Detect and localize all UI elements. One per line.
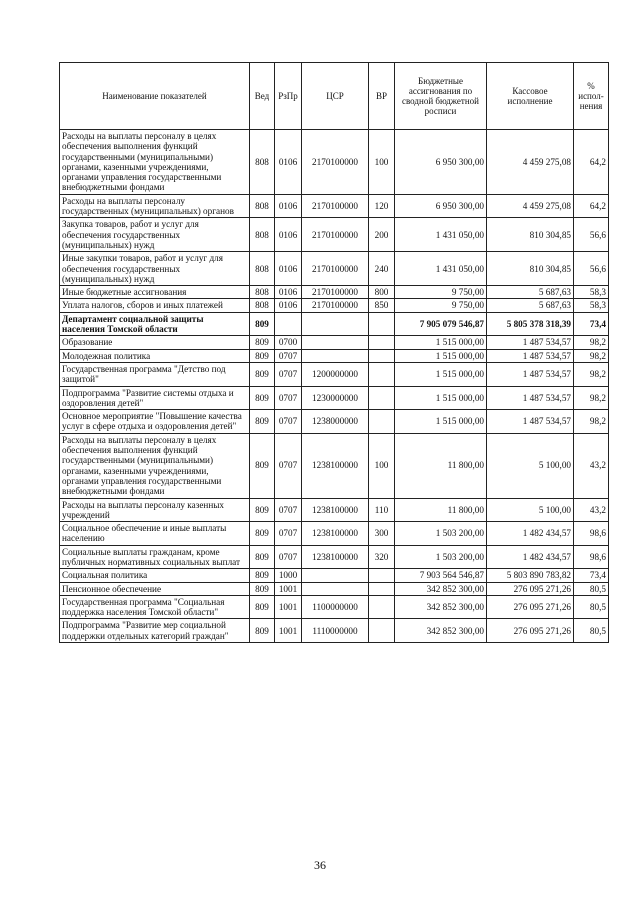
cell-ved: 808 xyxy=(250,299,275,312)
cell-pct: 80,5 xyxy=(574,595,609,619)
cell-budget: 1 431 050,00 xyxy=(395,218,487,252)
table-row xyxy=(60,362,609,386)
cell-name: Расходы на выплаты персоналу казенных учреждений xyxy=(60,498,250,522)
cell-rzpr xyxy=(275,312,302,336)
cell-rzpr: 0106 xyxy=(275,194,302,218)
table-row xyxy=(60,569,609,582)
cell-budget: 342 852 300,00 xyxy=(395,595,487,619)
cell-name: Закупка товаров, работ и услуг для обеспечения государственных (муниципальных) нужд xyxy=(60,218,250,252)
header-pct: % испол-нения xyxy=(574,63,609,130)
cell-rzpr: 0106 xyxy=(275,130,302,195)
cell-vr xyxy=(369,569,395,582)
header-cash: Кассовое исполнение xyxy=(487,63,574,130)
cell-csr: 1200000000 xyxy=(302,362,369,386)
cell-pct: 56,6 xyxy=(574,218,609,252)
cell-pct: 98,2 xyxy=(574,362,609,386)
cell-pct: 73,4 xyxy=(574,569,609,582)
cell-cash: 810 304,85 xyxy=(487,252,574,286)
cell-csr: 2170100000 xyxy=(302,299,369,312)
cell-name: Образование xyxy=(60,336,250,349)
cell-name: Уплата налогов, сборов и иных платежей xyxy=(60,299,250,312)
cell-rzpr: 1001 xyxy=(275,582,302,595)
cell-ved: 809 xyxy=(250,336,275,349)
cell-vr: 200 xyxy=(369,218,395,252)
cell-ved: 809 xyxy=(250,619,275,643)
cell-csr: 1238100000 xyxy=(302,545,369,569)
cell-cash: 4 459 275,08 xyxy=(487,194,574,218)
cell-ved: 809 xyxy=(250,582,275,595)
cell-ved: 809 xyxy=(250,595,275,619)
cell-pct: 64,2 xyxy=(574,130,609,195)
cell-budget: 9 750,00 xyxy=(395,299,487,312)
cell-budget: 6 950 300,00 xyxy=(395,130,487,195)
cell-pct: 98,2 xyxy=(574,349,609,362)
cell-ved: 809 xyxy=(250,362,275,386)
table-row xyxy=(60,619,609,643)
cell-vr xyxy=(369,619,395,643)
cell-ved: 809 xyxy=(250,545,275,569)
table-row xyxy=(60,194,609,218)
cell-csr: 1238100000 xyxy=(302,522,369,546)
cell-name: Молодежная политика xyxy=(60,349,250,362)
cell-cash: 5 803 890 783,82 xyxy=(487,569,574,582)
cell-budget: 1 515 000,00 xyxy=(395,386,487,410)
cell-csr: 1230000000 xyxy=(302,386,369,410)
cell-vr xyxy=(369,582,395,595)
table-row xyxy=(60,522,609,546)
cell-csr: 2170100000 xyxy=(302,218,369,252)
table-row xyxy=(60,595,609,619)
cell-budget: 7 903 564 546,87 xyxy=(395,569,487,582)
cell-pct: 80,5 xyxy=(574,619,609,643)
cell-vr xyxy=(369,595,395,619)
cell-ved: 809 xyxy=(250,312,275,336)
table-row xyxy=(60,386,609,410)
cell-vr xyxy=(369,312,395,336)
cell-csr xyxy=(302,582,369,595)
cell-vr: 300 xyxy=(369,522,395,546)
table-row xyxy=(60,252,609,286)
table-row xyxy=(60,433,609,498)
cell-pct: 43,2 xyxy=(574,498,609,522)
table-row xyxy=(60,498,609,522)
cell-cash: 5 100,00 xyxy=(487,433,574,498)
cell-name: Расходы на выплаты персоналу государственных (муниципальных) органов xyxy=(60,194,250,218)
cell-ved: 809 xyxy=(250,569,275,582)
cell-pct: 80,5 xyxy=(574,582,609,595)
cell-cash: 1 487 534,57 xyxy=(487,362,574,386)
cell-pct: 73,4 xyxy=(574,312,609,336)
cell-csr: 2170100000 xyxy=(302,130,369,195)
table-row xyxy=(60,410,609,434)
header-rzpr: РзПр xyxy=(275,63,302,130)
cell-vr xyxy=(369,386,395,410)
cell-rzpr: 0707 xyxy=(275,349,302,362)
header-vr: ВР xyxy=(369,63,395,130)
cell-csr: 1238100000 xyxy=(302,433,369,498)
cell-budget: 1 431 050,00 xyxy=(395,252,487,286)
cell-rzpr: 1001 xyxy=(275,595,302,619)
cell-pct: 58,3 xyxy=(574,286,609,299)
cell-cash: 1 487 534,57 xyxy=(487,410,574,434)
cell-ved: 808 xyxy=(250,194,275,218)
cell-budget: 342 852 300,00 xyxy=(395,582,487,595)
table-row xyxy=(60,299,609,312)
cell-budget: 11 800,00 xyxy=(395,498,487,522)
cell-rzpr: 0707 xyxy=(275,410,302,434)
cell-budget: 1 503 200,00 xyxy=(395,522,487,546)
cell-name: Государственная программа "Детство под защитой" xyxy=(60,362,250,386)
cell-ved: 809 xyxy=(250,386,275,410)
cell-pct: 98,6 xyxy=(574,522,609,546)
header-name: Наименование показателей xyxy=(60,63,250,130)
cell-pct: 98,2 xyxy=(574,410,609,434)
cell-csr: 2170100000 xyxy=(302,286,369,299)
cell-rzpr: 0707 xyxy=(275,433,302,498)
table-row xyxy=(60,349,609,362)
cell-rzpr: 0106 xyxy=(275,299,302,312)
table-row xyxy=(60,130,609,195)
cell-pct: 56,6 xyxy=(574,252,609,286)
cell-rzpr: 0106 xyxy=(275,252,302,286)
cell-cash: 5 805 378 318,39 xyxy=(487,312,574,336)
table-header-row xyxy=(60,63,609,130)
cell-vr: 110 xyxy=(369,498,395,522)
cell-vr: 850 xyxy=(369,299,395,312)
cell-cash: 810 304,85 xyxy=(487,218,574,252)
cell-ved: 808 xyxy=(250,286,275,299)
cell-vr: 320 xyxy=(369,545,395,569)
cell-cash: 1 487 534,57 xyxy=(487,386,574,410)
budget-table xyxy=(59,62,609,643)
cell-pct: 98,2 xyxy=(574,336,609,349)
cell-rzpr: 0106 xyxy=(275,286,302,299)
table-row xyxy=(60,286,609,299)
cell-vr: 100 xyxy=(369,433,395,498)
cell-cash: 5 100,00 xyxy=(487,498,574,522)
cell-rzpr: 0707 xyxy=(275,545,302,569)
cell-rzpr: 0700 xyxy=(275,336,302,349)
cell-name: Социальная политика xyxy=(60,569,250,582)
cell-vr: 100 xyxy=(369,130,395,195)
cell-budget: 7 905 079 546,87 xyxy=(395,312,487,336)
cell-cash: 5 687,63 xyxy=(487,299,574,312)
cell-budget: 11 800,00 xyxy=(395,433,487,498)
cell-name: Расходы на выплаты персоналу в целях обеспечения выполнения функций государственными (муниципальными) органами, казенными учреждениями, органами управления государственными внебюджетными фондами xyxy=(60,433,250,498)
table-row xyxy=(60,312,609,336)
cell-cash: 1 482 434,57 xyxy=(487,545,574,569)
cell-name: Социальное обеспечение и иные выплаты населению xyxy=(60,522,250,546)
cell-cash: 5 687,63 xyxy=(487,286,574,299)
table-row xyxy=(60,336,609,349)
cell-csr: 1238000000 xyxy=(302,410,369,434)
cell-vr xyxy=(369,362,395,386)
cell-budget: 6 950 300,00 xyxy=(395,194,487,218)
cell-csr xyxy=(302,336,369,349)
cell-pct: 43,2 xyxy=(574,433,609,498)
cell-ved: 808 xyxy=(250,252,275,286)
cell-pct: 98,6 xyxy=(574,545,609,569)
cell-vr xyxy=(369,349,395,362)
cell-cash: 4 459 275,08 xyxy=(487,130,574,195)
cell-ved: 809 xyxy=(250,522,275,546)
cell-csr: 1238100000 xyxy=(302,498,369,522)
cell-rzpr: 0707 xyxy=(275,362,302,386)
cell-name: Подпрограмма "Развитие мер социальной поддержки отдельных категорий граждан" xyxy=(60,619,250,643)
cell-ved: 808 xyxy=(250,218,275,252)
cell-rzpr: 0707 xyxy=(275,498,302,522)
table-body xyxy=(60,130,609,643)
page-number: 36 xyxy=(314,858,326,872)
cell-name: Департамент социальной защиты населения Томской области xyxy=(60,312,250,336)
cell-budget: 1 503 200,00 xyxy=(395,545,487,569)
cell-vr: 240 xyxy=(369,252,395,286)
cell-pct: 64,2 xyxy=(574,194,609,218)
cell-name: Основное мероприятие "Повышение качества услуг в сфере отдыха и оздоровления детей" xyxy=(60,410,250,434)
cell-vr xyxy=(369,336,395,349)
table-row xyxy=(60,582,609,595)
cell-rzpr: 0707 xyxy=(275,522,302,546)
cell-budget: 1 515 000,00 xyxy=(395,362,487,386)
cell-csr xyxy=(302,569,369,582)
cell-cash: 1 487 534,57 xyxy=(487,349,574,362)
cell-rzpr: 1000 xyxy=(275,569,302,582)
cell-rzpr: 1001 xyxy=(275,619,302,643)
cell-vr: 800 xyxy=(369,286,395,299)
cell-name: Социальные выплаты гражданам, кроме публичных нормативных социальных выплат xyxy=(60,545,250,569)
cell-cash: 1 487 534,57 xyxy=(487,336,574,349)
cell-budget: 9 750,00 xyxy=(395,286,487,299)
cell-csr: 1110000000 xyxy=(302,619,369,643)
header-csr: ЦСР xyxy=(302,63,369,130)
cell-name: Расходы на выплаты персоналу в целях обеспечения выполнения функций государственными (муниципальными) органами, казенными учреждениями, органами управления государственными внебюджетными фондами xyxy=(60,130,250,195)
cell-ved: 809 xyxy=(250,349,275,362)
cell-csr: 2170100000 xyxy=(302,252,369,286)
cell-name: Государственная программа "Социальная поддержка населения Томской области" xyxy=(60,595,250,619)
cell-ved: 809 xyxy=(250,410,275,434)
cell-pct: 58,3 xyxy=(574,299,609,312)
cell-budget: 342 852 300,00 xyxy=(395,619,487,643)
cell-vr xyxy=(369,410,395,434)
table-row xyxy=(60,218,609,252)
cell-csr xyxy=(302,312,369,336)
cell-ved: 809 xyxy=(250,433,275,498)
cell-rzpr: 0707 xyxy=(275,386,302,410)
cell-budget: 1 515 000,00 xyxy=(395,336,487,349)
cell-name: Пенсионное обеспечение xyxy=(60,582,250,595)
cell-cash: 276 095 271,26 xyxy=(487,595,574,619)
cell-cash: 1 482 434,57 xyxy=(487,522,574,546)
cell-cash: 276 095 271,26 xyxy=(487,582,574,595)
cell-pct: 98,2 xyxy=(574,386,609,410)
cell-csr xyxy=(302,349,369,362)
cell-vr: 120 xyxy=(369,194,395,218)
cell-budget: 1 515 000,00 xyxy=(395,349,487,362)
cell-cash: 276 095 271,26 xyxy=(487,619,574,643)
cell-rzpr: 0106 xyxy=(275,218,302,252)
cell-ved: 808 xyxy=(250,130,275,195)
cell-name: Подпрограмма "Развитие системы отдыха и оздоровления детей" xyxy=(60,386,250,410)
cell-csr: 2170100000 xyxy=(302,194,369,218)
cell-name: Иные бюджетные ассигнования xyxy=(60,286,250,299)
table-row xyxy=(60,545,609,569)
cell-ved: 809 xyxy=(250,498,275,522)
header-ved: Вед xyxy=(250,63,275,130)
header-budget: Бюджетные ассигнования по сводной бюджетной росписи xyxy=(395,63,487,130)
cell-budget: 1 515 000,00 xyxy=(395,410,487,434)
cell-name: Иные закупки товаров, работ и услуг для обеспечения государственных (муниципальных) нужд xyxy=(60,252,250,286)
cell-csr: 1100000000 xyxy=(302,595,369,619)
